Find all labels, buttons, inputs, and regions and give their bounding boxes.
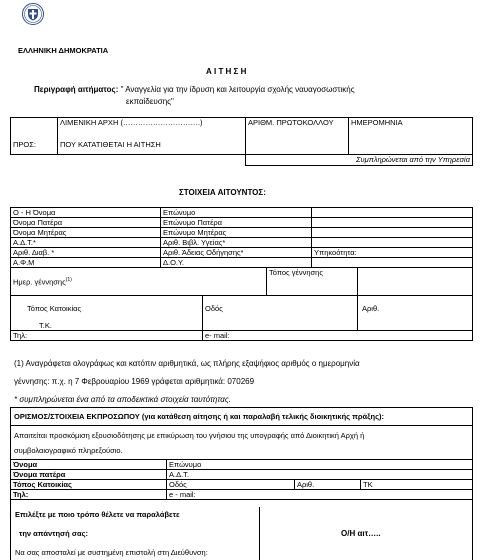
rep-residence-field[interactable]: Τόπος Κατοικίας bbox=[11, 480, 167, 490]
id-card-field[interactable]: Α.Δ.Τ.* bbox=[11, 238, 161, 248]
mother-surname-value[interactable] bbox=[312, 228, 473, 238]
afm-field[interactable]: Α.Φ.Μ bbox=[11, 258, 161, 268]
republic-title: ΕΛΛΗΝΙΚΗ ΔΗΜΟΚΡΑΤΙΑ bbox=[18, 46, 109, 55]
rep-surname-field[interactable]: Επώνυμο bbox=[167, 460, 473, 470]
father-surname-value[interactable] bbox=[312, 218, 473, 228]
street-field[interactable] bbox=[203, 296, 358, 331]
description-text-cont: εκπαίδευσης" bbox=[126, 97, 174, 106]
birth-date-footnote: (1) bbox=[65, 277, 72, 284]
delivery-choose-line-1: Επιλέξτε με ποιο τρόπο θέλετε να παραλάβετε bbox=[15, 510, 180, 519]
representative-heading: ΟΡΙΣΜΟΣ/ΣΤΟΙΧΕΙΑ ΕΚΠΡΟΣΩΠΟΥ (για κατάθεση αίτησης ή και παραλαβή τελικής διοικητικής πράξης): bbox=[14, 412, 384, 421]
doy-value[interactable] bbox=[312, 258, 473, 268]
health-book-field[interactable]: Αριθ. Βιβλ. Υγείας* bbox=[161, 238, 312, 248]
service-note: Συμπληρώνεται από την Υπηρεσία bbox=[246, 155, 473, 166]
health-book-value[interactable] bbox=[312, 238, 473, 248]
postcode-label: Τ.Κ. bbox=[39, 321, 52, 330]
representative-requirement-2: συμβολαιογραφικό πληρεξούσιο. bbox=[14, 446, 123, 455]
birth-date-label: Ημερ. γέννησης bbox=[13, 277, 66, 287]
mother-surname-field[interactable]: Επώνυμο Μητέρας bbox=[161, 228, 312, 238]
father-name-field[interactable]: Όνομα Πατέρα bbox=[11, 218, 161, 228]
phone-field[interactable]: Τηλ: bbox=[11, 331, 203, 341]
rep-street-field[interactable]: Οδός bbox=[167, 480, 295, 490]
father-surname-field[interactable]: Επώνυμο Πατέρα bbox=[161, 218, 312, 228]
recipient-table bbox=[10, 117, 473, 166]
rep-id-card-field[interactable]: Α.Δ.Τ. bbox=[167, 470, 473, 480]
name-field[interactable]: Ο - Η Όνομα bbox=[11, 208, 161, 218]
surname-field[interactable]: Επώνυμο bbox=[161, 208, 312, 218]
applicant-table bbox=[10, 207, 473, 341]
description-text: " Αναγγελία για την ίδρυση και λειτουργία σχολής ναυαγοσωστικής bbox=[120, 85, 355, 94]
mother-name-field[interactable]: Όνομα Μητέρας bbox=[11, 228, 161, 238]
number-label: Αριθ. bbox=[362, 304, 380, 313]
email-field[interactable]: e- mail: bbox=[203, 331, 473, 341]
birth-date-field[interactable] bbox=[11, 268, 267, 296]
passport-field[interactable]: Αριθ. Διαβ. * bbox=[11, 248, 161, 258]
surname-value[interactable] bbox=[312, 208, 473, 218]
delivery-section bbox=[10, 507, 473, 560]
to-label: ΠΡΟΣ: bbox=[11, 136, 58, 155]
rep-email-field[interactable]: e - mail: bbox=[167, 490, 473, 500]
license-field[interactable]: Αριθ. Άδειας Οδήγησης* bbox=[161, 248, 312, 258]
residence-field[interactable] bbox=[11, 296, 203, 331]
number-field[interactable] bbox=[358, 296, 473, 331]
street-label: Οδός bbox=[205, 304, 223, 313]
delivery-mail-option[interactable]: Να σας αποσταλεί με συστημένη επιστολή στη Διεύθυνση: bbox=[15, 548, 208, 557]
delivery-choose-line-2: την απάντησή σας: bbox=[19, 529, 88, 538]
nationality-field[interactable]: Υπηκοότητα: bbox=[312, 248, 473, 258]
rep-phone-field[interactable]: Τηλ: bbox=[11, 490, 167, 500]
greek-state-emblem-icon bbox=[22, 3, 44, 25]
representative-requirement-1: Απαιτείται προσκόμιση εξουσιοδότησης με επικύρωση του γνήσιου της υπογραφής από Διοικητική Αρχή ή bbox=[14, 431, 365, 440]
note-1-line-2: γέννησης: π.χ. η 7 Φεβρουαρίου 1969 γράφεται αριθμητικά: 070269 bbox=[14, 377, 255, 386]
submit-to-label: ΠΟΥ ΚΑΤΑΤΙΘΕΤΑΙ Η ΑΙΤΗΣΗ bbox=[58, 136, 246, 155]
page-title: Α Ι Τ Η Σ Η bbox=[206, 67, 247, 76]
rep-number-field[interactable]: Αριθ. bbox=[295, 480, 361, 490]
birth-place-value[interactable] bbox=[358, 268, 473, 296]
applicant-heading: ΣΤΟΙΧΕΙΑ ΑΙΤΟΥΝΤΟΣ: bbox=[179, 188, 266, 197]
doy-field[interactable]: Δ.Ο.Υ. bbox=[161, 258, 312, 268]
birth-place-field[interactable]: Τόπος γέννησης bbox=[267, 268, 358, 296]
date-field[interactable]: ΗΜΕΡΟΜΗΝΙΑ bbox=[349, 118, 473, 155]
authority-field[interactable]: ΛΙΜΕΝΙΚΗ ΑΡΧΗ (………………………….) bbox=[58, 118, 246, 136]
protocol-no-field[interactable]: ΑΡΙΘΜ. ΠΡΩΤΟΚΟΛΛΟΥ bbox=[246, 118, 349, 155]
rep-father-name-field[interactable]: Όνομα πατέρα bbox=[11, 470, 167, 480]
applicant-signature-label: Ο/Η αιτ….. bbox=[341, 529, 381, 538]
residence-label: Τόπος Κατοικίας bbox=[27, 304, 82, 313]
rep-name-field[interactable]: Όνομα bbox=[11, 460, 167, 470]
note-1-line-1: (1) Αναγράφεται ολογράφως και κατόπιν αριθμητικά, ως πλήρης εξαψήφιος αριθμός ο ημερομηνία bbox=[14, 359, 360, 368]
rep-postcode-field[interactable]: ΤΚ bbox=[361, 480, 473, 490]
description-label: Περιγραφή αιτήματος: bbox=[34, 85, 119, 94]
representative-table bbox=[10, 459, 473, 500]
note-2: * συμπληρώνεται ένα από τα αποδεικτικά στοιχεία ταυτότητας. bbox=[14, 395, 231, 404]
